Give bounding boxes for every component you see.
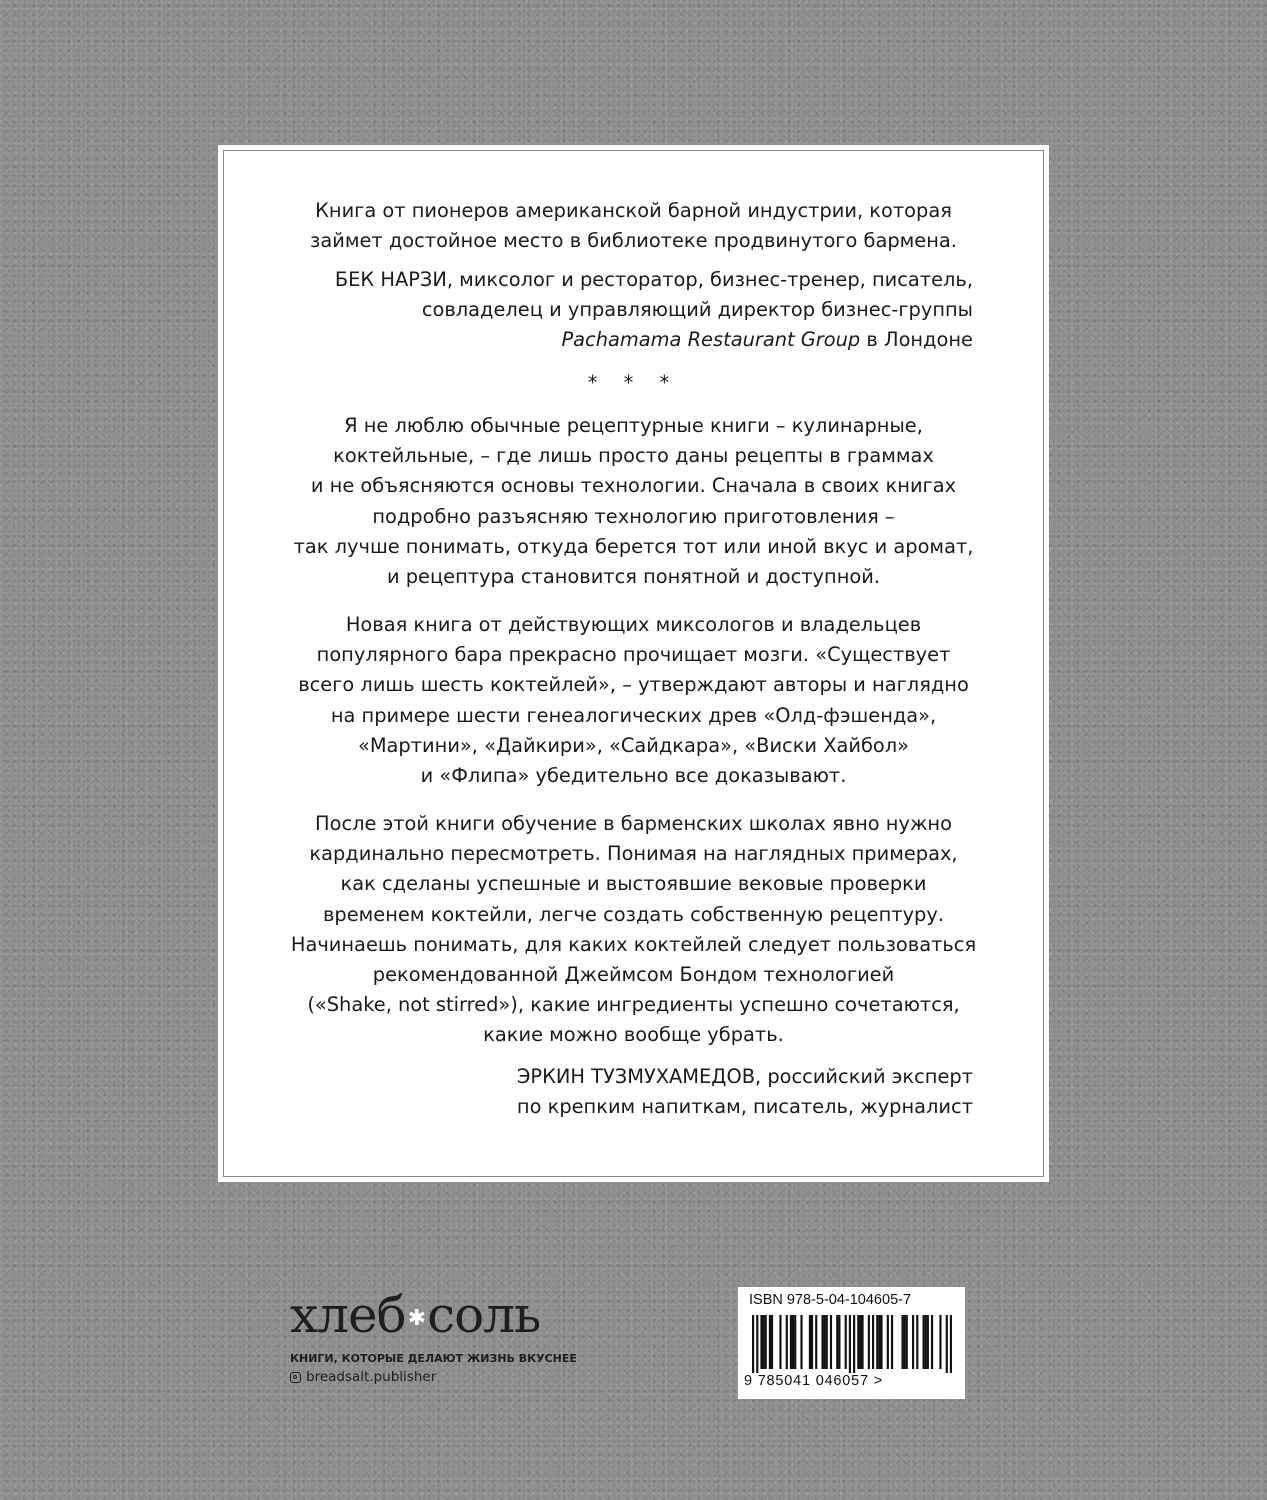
barcode-bar: [925, 1315, 927, 1369]
publisher-tagline: КНИГИ, КОТОРЫЕ ДЕЛАЮТ ЖИЗНЬ ВКУСНЕЕ: [290, 1352, 577, 1365]
barcode-bar: [857, 1315, 859, 1369]
barcode-bar: [939, 1315, 941, 1369]
paragraph-line: («Shake, not stirred»), какие ингредиенты успешно сочетаются,: [307, 993, 960, 1017]
barcode-bar: [887, 1315, 889, 1369]
barcode-bar: [859, 1315, 861, 1369]
logo-flower-icon: ✱: [407, 1306, 426, 1331]
attribution-line: [278, 325, 973, 355]
paragraph-line: кардинально пересмотреть. Понимая на наглядных примерах,: [309, 842, 958, 866]
barcode-bar: [878, 1315, 880, 1369]
paragraph-line: После этой книги обучение в барменских школах явно нужно: [315, 812, 952, 835]
barcode-bar: [845, 1315, 847, 1369]
paragraph-line: популярного бара прекрасно прочищает мозги. «Существует: [316, 643, 951, 667]
paragraph-line: и не объясняются основы технологии. Сначала в своих книгах: [310, 474, 957, 498]
attribution-line: совладелец и управляющий директор бизнес-группы: [421, 298, 973, 322]
barcode-bar: [931, 1315, 933, 1369]
barcode-bar: [790, 1315, 792, 1369]
review-paragraph-2: [278, 610, 989, 791]
barcode-bar: [800, 1315, 802, 1369]
paragraph-line: всего лишь шесть коктейлей», – утверждают авторы и наглядно: [298, 673, 969, 697]
barcode-bar: [830, 1315, 832, 1369]
review-paragraph-3: [278, 809, 989, 1051]
paragraph-line: Начинаешь понимать, для каких коктейлей следует пользоваться: [290, 932, 977, 956]
barcode-bar: [861, 1315, 863, 1369]
barcode-bar: [950, 1315, 952, 1373]
barcode-bar: [946, 1315, 948, 1373]
barcode-bars: [752, 1315, 952, 1373]
barcode-bar: [916, 1315, 918, 1369]
barcode-bar: [826, 1315, 828, 1369]
back-cover-text-panel: [218, 145, 1049, 1182]
barcode-bar: [923, 1315, 925, 1369]
publisher-social: [290, 1369, 620, 1385]
paragraph-line: подробно разъясняю технологию приготовления –: [372, 504, 895, 528]
attribution-line: по крепким напиткам, писатель, журналист: [516, 1095, 973, 1119]
paragraph-line: какие можно вообще убрать.: [483, 1023, 784, 1047]
barcode-bar: [763, 1315, 765, 1369]
barcode-bar: [927, 1315, 929, 1369]
barcode-bar: [901, 1315, 903, 1369]
intro-line: займет достойное место в библиотеке продвинутого бармена.: [310, 229, 957, 253]
paragraph-line: временем коктейли, легче создать собственную рецептуру.: [322, 902, 944, 926]
barcode-bar: [891, 1315, 893, 1369]
barcode-bar: [815, 1315, 817, 1369]
paragraph-line: рекомендованной Джеймсом Бондом технологией: [372, 963, 895, 987]
publisher-logo-wordmark: [290, 1286, 620, 1344]
quote1-attribution: [278, 265, 973, 356]
barcode-bar: [906, 1315, 908, 1369]
attribution-line: ЭРКИН ТУЗМУХАМЕДОВ, российский эксперт: [516, 1065, 973, 1088]
paragraph-line: и рецептура становится понятной и доступной.: [386, 565, 881, 589]
barcode-bar: [771, 1315, 773, 1369]
isbn-label: ISBN 978-5-04-104605-7: [749, 1292, 912, 1308]
barcode-digits: 9 785041 046057 >: [744, 1373, 883, 1389]
paragraph-line: «Мартини», «Дайкири», «Сайдкара», «Виски Хайбол»: [357, 733, 910, 757]
barcode-bar: [779, 1315, 781, 1369]
paragraph-line: как сделаны успешные и выстоявшие вековые проверки: [340, 872, 927, 896]
paragraph-line: на примере шести генеалогических древ «Олд-фэшенда»,: [330, 703, 937, 727]
paragraph-line: и «Флипа» убедительно все доказывают.: [420, 764, 847, 788]
logo-word-right: соль: [427, 1286, 541, 1344]
barcode-bar: [838, 1315, 840, 1369]
barcode-bar: [824, 1315, 826, 1369]
barcode-bar: [794, 1315, 796, 1369]
quote2-attribution: [278, 1062, 973, 1122]
section-separator: * * *: [587, 371, 680, 394]
barcode-bar: [760, 1315, 762, 1369]
barcode-bar: [872, 1315, 874, 1369]
instagram-icon: [290, 1372, 301, 1383]
publisher-logo: [290, 1286, 620, 1410]
barcode-bar: [876, 1315, 878, 1369]
intro-paragraph: [278, 196, 989, 256]
barcode-bar: [868, 1315, 870, 1369]
location: в Лондоне: [860, 328, 973, 352]
barcode-bar: [792, 1315, 794, 1369]
paragraph-line: Я не люблю обычные рецептурные книги – кулинарные,: [344, 414, 923, 437]
barcode-bar: [849, 1315, 851, 1373]
intro-line: Книга от пионеров американской барной индустрии, которая: [315, 199, 952, 222]
review-paragraph-1: [278, 411, 989, 592]
social-handle: breadsalt.publisher: [306, 1369, 437, 1385]
isbn-barcode-block: [738, 1287, 965, 1399]
barcode-bar: [809, 1315, 811, 1369]
barcode-bar: [811, 1315, 813, 1369]
barcode-bar: [821, 1315, 823, 1369]
barcode-bar: [904, 1315, 906, 1369]
barcode-bar: [880, 1315, 882, 1369]
barcode-bar: [752, 1315, 754, 1373]
barcode-bar: [786, 1315, 788, 1369]
paragraph-line: коктейльные, – где лишь просто даны рецепты в граммах: [333, 444, 934, 468]
barcode-bar: [853, 1315, 855, 1373]
attribution-line: БЕК НАРЗИ, миксолог и ресторатор, бизнес-тренер, писатель,: [334, 268, 973, 291]
barcode-bar: [836, 1315, 838, 1369]
barcode-bar: [912, 1315, 914, 1369]
barcode-bar: [769, 1315, 771, 1369]
paragraph-line: так лучше понимать, откуда берется тот или иной вкус и аромат,: [293, 534, 974, 558]
group-name: Pachamama Restaurant Group: [561, 328, 861, 352]
barcode-bar: [765, 1315, 767, 1369]
paragraph-line: Новая книга от действующих миксологов и владельцев: [345, 613, 922, 636]
barcode-bar: [756, 1315, 758, 1373]
logo-word-left: хлеб: [290, 1286, 406, 1344]
